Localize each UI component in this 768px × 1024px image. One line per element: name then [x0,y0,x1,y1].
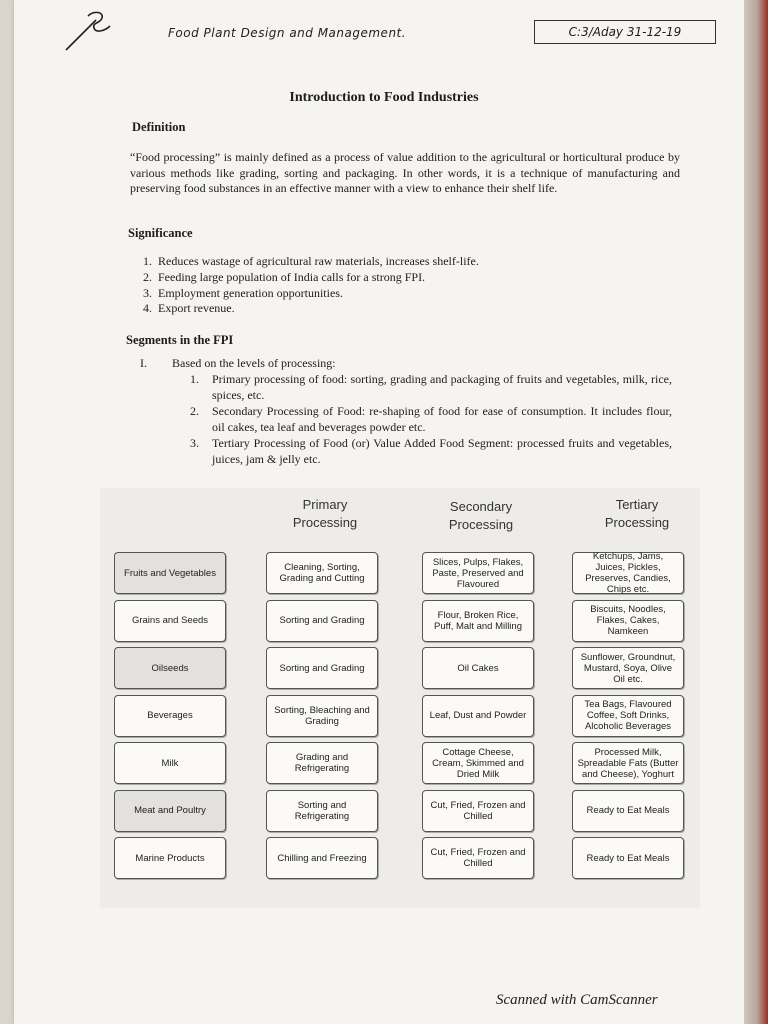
diagram-cell-source: Marine Products [114,837,226,879]
item-number: 3. [190,436,199,450]
diagram-cell-tertiary: Tea Bags, Flavoured Coffee, Soft Drinks, Alcoholic Beverages [572,695,684,737]
item-text: Feeding large population of India calls for a strong FPI. [158,269,426,284]
diagram-cell-tertiary: Ketchups, Jams, Juices, Pickles, Preserves, Candies, Chips etc. [572,552,684,594]
item-text: Reduces wastage of agricultural raw materials, increases shelf-life. [158,254,479,268]
item-number: 1. [190,372,199,386]
definition-text: “Food processing” is mainly defined as a process of value addition to the agricultural or horticultural produce by various methods like grading, sorting and packaging. In other words, it is a technique of manufacturing and preserving food substances in an effective manner with a view to enhance their shelf life. [130,150,680,195]
diagram-cell-tertiary: Ready to Eat Meals [572,790,684,832]
definition-heading: Definition [132,120,186,134]
diagram-cell-secondary: Flour, Broken Rice, Puff, Malt and Milling [422,600,534,642]
diagram-cell-secondary: Oil Cakes [422,647,534,689]
scanner-watermark: Scanned with CamScanner [496,992,658,1008]
segment-item [190,436,672,467]
segment-intro: Based on the levels of processing: [172,356,336,370]
item-text: Tertiary Processing of Food (or) Value Added Food Segment: processed fruits and vegetables, juices, jam & jelly etc. [212,436,672,466]
significance-list [128,254,479,317]
significance-heading: Significance [128,226,193,240]
significance-item [128,301,479,317]
diagram-cell-tertiary: Processed Milk, Spreadable Fats (Butter and Cheese), Yoghurt [572,742,684,784]
diagram-cell-primary: Grading and Refrigerating [266,742,378,784]
item-text: Secondary Processing of Food: re-shaping of food for ease of consumption. It includes flour, oil cakes, tea leaf and beverages powder etc. [212,404,672,434]
diagram-cell-source: Fruits and Vegetables [114,552,226,594]
diagram-cell-tertiary: Sunflower, Groundnut, Mustard, Soya, Olive Oil etc. [572,647,684,689]
diagram-cell-source: Milk [114,742,226,784]
diagram-cell-tertiary: Biscuits, Noodles, Flakes, Cakes, Namkeen [572,600,684,642]
item-number: 4. [143,301,152,316]
item-number: 1. [143,254,152,268]
primary-header: Primary Processing [292,497,358,530]
diagram-cell-primary: Cleaning, Sorting, Grading and Cutting [266,552,378,594]
diagram-cell-tertiary: Ready to Eat Meals [572,837,684,879]
page-title: Introduction to Food Industries [289,90,479,105]
item-text: Employment generation opportunities. [158,285,343,300]
handwritten-scribble [56,6,122,56]
segment-item [190,404,672,435]
page-edge [744,0,768,1024]
tertiary-header: Tertiary Processing [604,497,670,530]
diagram-cell-primary: Sorting and Grading [266,647,378,689]
diagram-cell-secondary: Cut, Fried, Frozen and Chilled [422,837,534,879]
segments-heading: Segments in the FPI [126,333,234,347]
item-number: 2. [190,404,199,418]
diagram-cell-primary: Chilling and Freezing [266,837,378,879]
handwritten-date-box: C:3/Aday 31-12-19 [534,20,716,44]
item-number: 3. [143,285,152,300]
diagram-cell-source: Oilseeds [114,647,226,689]
significance-item [128,254,479,270]
diagram-cell-secondary: Slices, Pulps, Flakes, Paste, Preserved and Flavoured [422,552,534,594]
handwritten-course-title: Food Plant Design and Management. [168,26,407,40]
significance-item [128,270,479,286]
diagram-cell-secondary: Leaf, Dust and Powder [422,695,534,737]
item-text: Primary processing of food: sorting, grading and packaging of fruits and vegetables, milk, rice, spices, etc. [212,372,672,402]
item-text: Export revenue. [158,301,235,316]
diagram-cell-secondary: Cut, Fried, Frozen and Chilled [422,790,534,832]
segment-item [190,372,672,403]
diagram-cell-secondary: Cottage Cheese, Cream, Skimmed and Dried Milk [422,742,534,784]
diagram-cell-primary: Sorting, Bleaching and Grading [266,695,378,737]
item-number: 2. [143,269,152,284]
diagram-cell-source: Meat and Poultry [114,790,226,832]
diagram-cell-source: Grains and Seeds [114,600,226,642]
diagram-cell-primary: Sorting and Grading [266,600,378,642]
significance-item [128,286,479,302]
segment-roman-numeral: I. [140,356,147,370]
secondary-header: Secondary Processing [448,499,514,532]
diagram-cell-primary: Sorting and Refrigerating [266,790,378,832]
diagram-cell-source: Beverages [114,695,226,737]
